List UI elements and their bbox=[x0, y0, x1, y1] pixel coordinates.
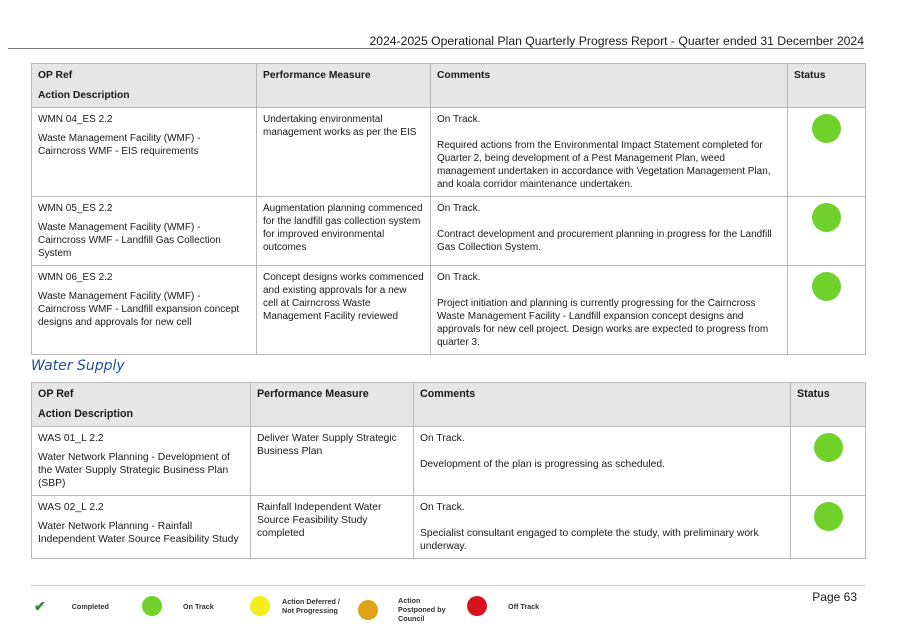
table-row bbox=[32, 266, 866, 355]
table-row bbox=[32, 108, 866, 197]
action-description: Water Network Planning - Development of the Water Supply Strategic Business Plan (SBP) bbox=[38, 452, 230, 489]
status-header: Status bbox=[791, 383, 866, 427]
comments-cell bbox=[414, 496, 791, 559]
table-row bbox=[32, 496, 866, 559]
performance-measure-cell: Augmentation planning commenced for the landfill gas collection system for improved environmental outcomes bbox=[257, 197, 431, 266]
op-ref-cell bbox=[32, 427, 251, 496]
comments-header: Comments bbox=[431, 64, 788, 108]
status-on-track-indicator bbox=[812, 203, 841, 232]
table-header-row bbox=[32, 383, 866, 427]
comments-cell bbox=[431, 266, 788, 355]
op-ref: WMN 04_ES 2.2 bbox=[38, 114, 113, 125]
checkmark-icon: ✔ bbox=[34, 598, 46, 614]
legend-completed-label: Completed bbox=[71, 602, 109, 611]
op-ref-cell bbox=[32, 108, 257, 197]
footer-divider bbox=[31, 585, 865, 586]
op-ref-cell bbox=[32, 266, 257, 355]
water-supply-table bbox=[31, 382, 866, 559]
status-cell bbox=[791, 496, 866, 559]
op-ref: WAS 02_L 2.2 bbox=[38, 502, 104, 513]
table-row bbox=[32, 427, 866, 496]
water-supply-section-title: Water Supply bbox=[31, 358, 125, 374]
performance-measure-cell: Rainfall Independent Water Source Feasibility Study completed bbox=[251, 496, 414, 559]
op-ref-header-label: OP Ref bbox=[38, 388, 74, 400]
action-description: Water Network Planning - Rainfall Independent Water Source Feasibility Study bbox=[38, 521, 239, 545]
status-cell bbox=[788, 108, 866, 197]
action-description: Waste Management Facility (WMF) - Cairncross WMF - Landfill Gas Collection System bbox=[38, 222, 221, 259]
comment-detail-text: Required actions from the Environmental Impact Statement completed for Quarter 2, being development of a Pest Management Plan, weed management undertaken in accordance with Vegetation Management Plan, and koala corridor maintenance undertaken. bbox=[437, 140, 771, 190]
legend-deferred bbox=[250, 596, 348, 616]
legend-off-track bbox=[467, 596, 539, 616]
comments-cell bbox=[414, 427, 791, 496]
action-description-header-label: Action Description bbox=[38, 408, 134, 420]
postponed-dot-icon bbox=[358, 600, 378, 620]
table-header-row bbox=[32, 64, 866, 108]
comment-status-text: On Track. bbox=[437, 114, 481, 125]
legend-on-track bbox=[142, 596, 214, 616]
performance-measure-header: Performance Measure bbox=[251, 383, 414, 427]
status-cell bbox=[791, 427, 866, 496]
comment-detail-text: Contract development and procurement planning in progress for the Landfill Gas Collection System. bbox=[437, 229, 772, 253]
waste-management-table bbox=[31, 63, 866, 355]
comment-status-text: On Track. bbox=[437, 203, 481, 214]
op-ref: WMN 05_ES 2.2 bbox=[38, 203, 113, 214]
off-track-dot-icon bbox=[467, 596, 487, 616]
report-header-title: 2024-2025 Operational Plan Quarterly Progress Report - Quarter ended 31 December 2024 bbox=[369, 34, 864, 48]
comments-header: Comments bbox=[414, 383, 791, 427]
op-ref-header-label: OP Ref bbox=[38, 70, 73, 81]
performance-measure-cell: Concept designs works commenced and existing approvals for a new cell at Cairncross Waste Management Facility reviewed bbox=[257, 266, 431, 355]
comment-status-text: On Track. bbox=[420, 502, 465, 513]
comments-cell bbox=[431, 108, 788, 197]
comment-status-text: On Track. bbox=[420, 433, 465, 444]
header-divider bbox=[8, 48, 864, 49]
status-cell bbox=[788, 197, 866, 266]
status-header: Status bbox=[788, 64, 866, 108]
on-track-dot-icon bbox=[142, 596, 162, 616]
comment-status-text: On Track. bbox=[437, 272, 481, 283]
comment-detail-text: Specialist consultant engaged to complete the study, with preliminary work underway. bbox=[420, 528, 759, 552]
performance-measure-cell: Undertaking environmental management works as per the EIS bbox=[257, 108, 431, 197]
page-number: Page 63 bbox=[812, 590, 857, 604]
op-ref: WMN 06_ES 2.2 bbox=[38, 272, 113, 283]
legend-completed bbox=[34, 598, 109, 615]
status-on-track-indicator bbox=[812, 272, 841, 301]
comment-detail-text: Project initiation and planning is currently progressing for the Cairncross Waste Management Facility - Landfill expansion concept designs and approvals for new cell project. Design works are expected to progress from quarter 3. bbox=[437, 298, 769, 348]
status-on-track-indicator bbox=[812, 114, 841, 143]
status-on-track-indicator bbox=[814, 433, 843, 462]
legend-off-track-label: Off Track bbox=[508, 601, 540, 611]
status-cell bbox=[788, 266, 866, 355]
action-description: Waste Management Facility (WMF) - Cairncross WMF - Landfill expansion concept designs and approvals for new cell bbox=[38, 291, 240, 328]
table-row bbox=[32, 197, 866, 266]
status-legend bbox=[31, 592, 591, 624]
deferred-dot-icon bbox=[250, 596, 270, 616]
legend-deferred-label: Action Deferred / Not Progressing bbox=[282, 597, 340, 615]
action-description: Waste Management Facility (WMF) - Cairncross WMF - EIS requirements bbox=[38, 133, 201, 157]
performance-measure-cell: Deliver Water Supply Strategic Business Plan bbox=[251, 427, 414, 496]
op-ref-cell bbox=[32, 197, 257, 266]
legend-on-track-label: On Track bbox=[183, 601, 214, 611]
op-ref-header bbox=[32, 64, 257, 108]
op-ref-cell bbox=[32, 496, 251, 559]
comments-cell bbox=[431, 197, 788, 266]
op-ref: WAS 01_L 2.2 bbox=[38, 433, 104, 444]
action-description-header-label: Action Description bbox=[38, 90, 130, 101]
legend-postponed-label: Action Postponed by Council bbox=[398, 596, 446, 623]
comment-detail-text: Development of the plan is progressing as scheduled. bbox=[420, 459, 665, 470]
status-on-track-indicator bbox=[814, 502, 843, 531]
performance-measure-header: Performance Measure bbox=[257, 64, 431, 108]
op-ref-header bbox=[32, 383, 251, 427]
legend-postponed bbox=[358, 596, 450, 623]
